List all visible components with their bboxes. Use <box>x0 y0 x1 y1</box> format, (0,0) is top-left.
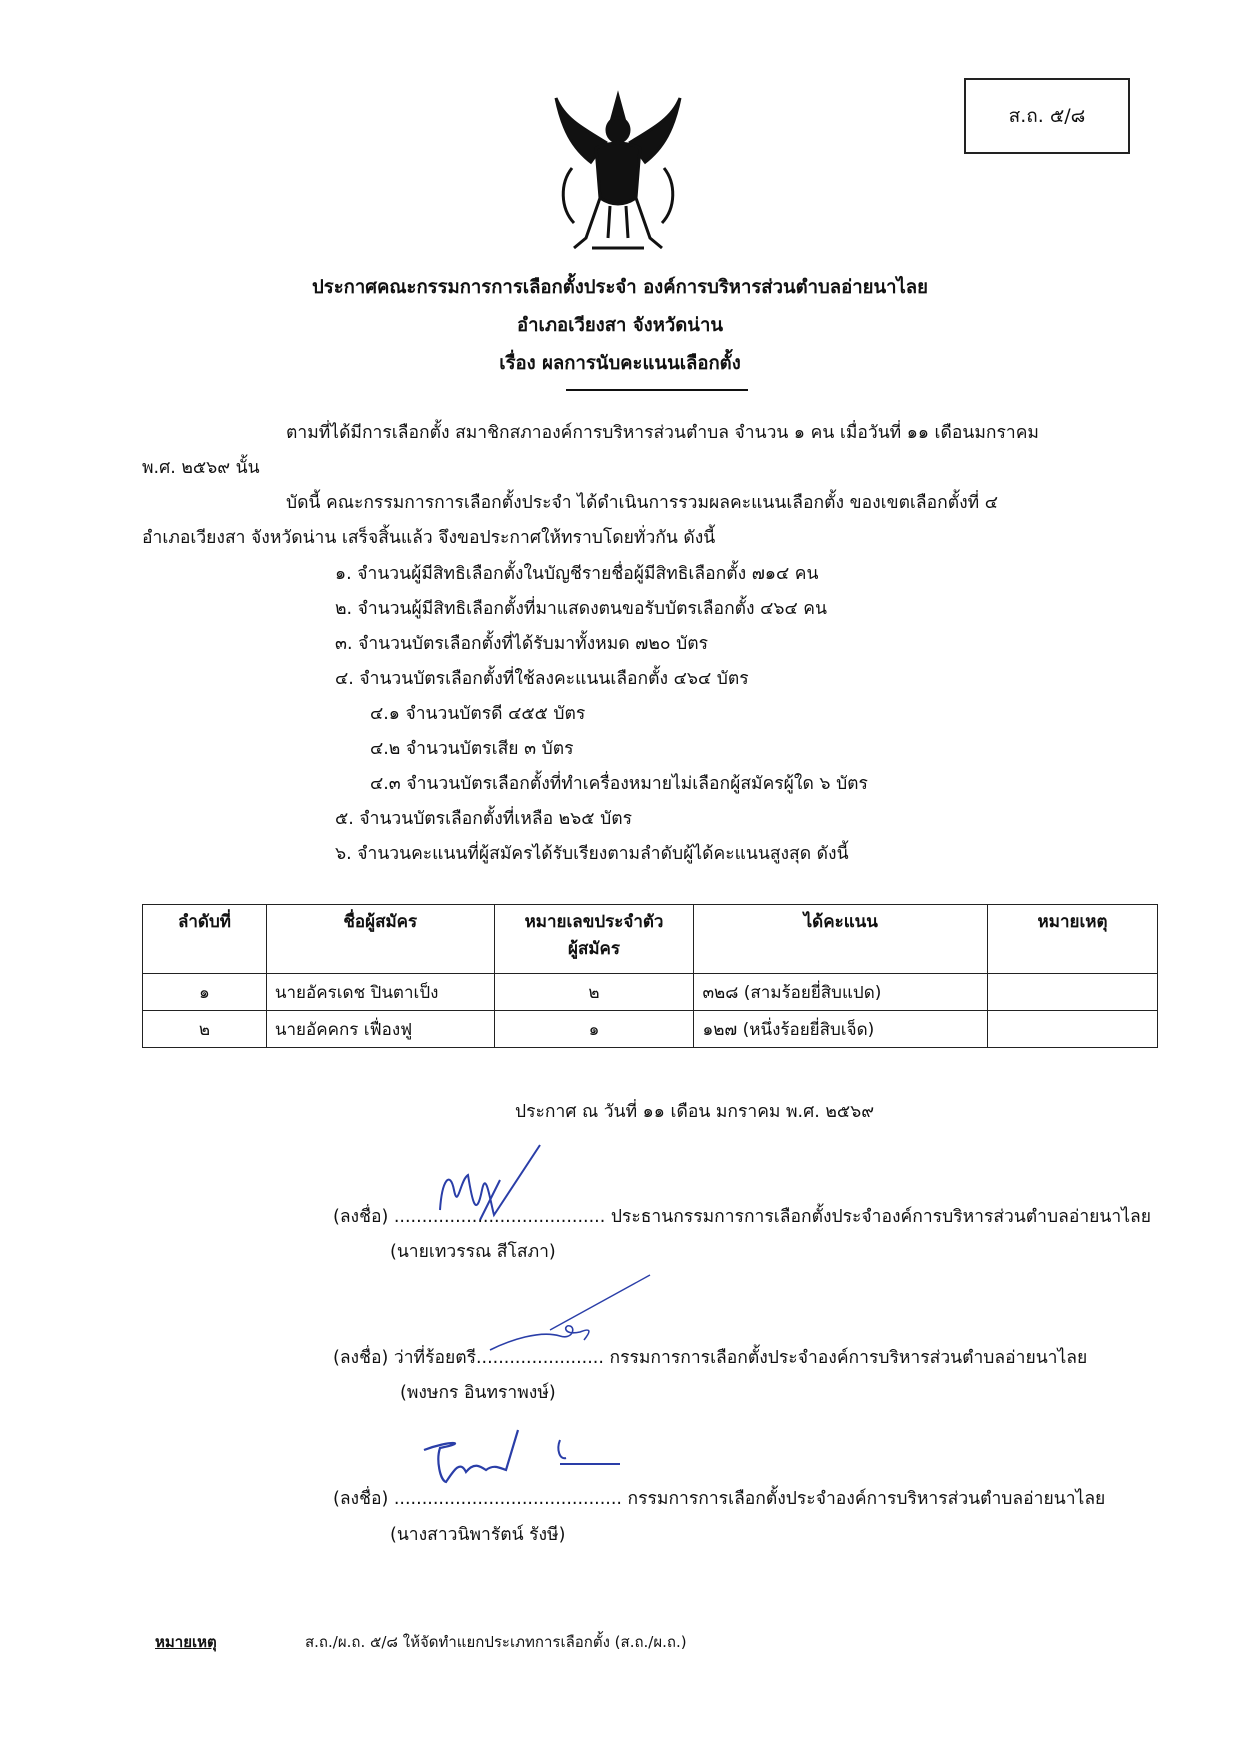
cell-number: ๑ <box>494 1011 694 1048</box>
paragraph-1b: พ.ศ. ๒๕๖๙ นั้น <box>142 458 260 478</box>
list-item: ๔.๓ จำนวนบัตรเลือกตั้งที่ทำเครื่องหมายไม่เลือกผู้สมัครผู้ใด ๖ บัตร <box>370 774 868 794</box>
table-header-row <box>143 905 1158 974</box>
signature-1-name: (นายเทวรรณ สีโสภา) <box>390 1242 556 1262</box>
form-code-box <box>964 78 1130 154</box>
cell-remarks <box>988 1011 1158 1048</box>
header-subject: เรื่อง ผลการนับคะแนนเลือกตั้ง <box>499 353 741 374</box>
list-item: ๕. จำนวนบัตรเลือกตั้งที่เหลือ ๒๖๕ บัตร <box>335 809 632 829</box>
list-item: ๒. จำนวนผู้มีสิทธิเลือกตั้งที่มาแสดงตนขอรับบัตรเลือกตั้ง ๔๖๔ คน <box>335 599 827 619</box>
cell-number: ๒ <box>494 974 694 1011</box>
list-item: ๖. จำนวนคะแนนที่ผู้สมัครได้รับเรียงตามลำดับผู้ได้คะแนนสูงสุด ดังนี้ <box>335 844 849 864</box>
col-candidate-number-line1: หมายเลขประจำตัว <box>524 912 664 932</box>
signature-2-line: (ลงชื่อ) ว่าที่ร้อยตรี....................... กรรมการการเลือกตั้งประจำองค์การบริหารส่วนตำบลอ่ายนาไลย <box>333 1348 1088 1368</box>
cell-order: ๑ <box>143 974 267 1011</box>
cell-remarks <box>988 974 1158 1011</box>
signature-2-name: (พงษกร อินทราพงษ์) <box>400 1383 556 1403</box>
signature-1-line: (ลงชื่อ) ...................................... ประธานกรรมการการเลือกตั้งประจำองค์การบริหารส่วนตำบลอ่ายนาไลย <box>333 1207 1151 1227</box>
col-candidate-number <box>494 905 694 974</box>
list-item: ๔.๒ จำนวนบัตรเสีย ๓ บัตร <box>370 739 574 759</box>
header-line-1: ประกาศคณะกรรมการการเลือกตั้งประจำ องค์การบริหารส่วนตำบลอ่ายนาไลย <box>312 277 928 298</box>
cell-name: นายอัคคกร เฟื่องฟู <box>266 1011 494 1048</box>
list-item: ๑. จำนวนผู้มีสิทธิเลือกตั้งในบัญชีรายชื่อผู้มีสิทธิเลือกตั้ง ๗๑๔ คน <box>335 564 819 584</box>
signature-3-line: (ลงชื่อ) ......................................... กรรมการการเลือกตั้งประจำองค์การบริหารส่วนตำบลอ่ายนาไลย <box>333 1489 1106 1509</box>
paragraph-2b: อำเภอเวียงสา จังหวัดน่าน เสร็จสิ้นแล้ว จึงขอประกาศให้ทราบโดยทั่วกัน ดังนี้ <box>142 528 716 548</box>
cell-votes: ๑๒๗ (หนึ่งร้อยยี่สิบเจ็ด) <box>694 1011 988 1048</box>
footer-note-label <box>155 1630 217 1654</box>
col-order: ลำดับที่ <box>143 905 267 974</box>
col-candidate-number-line2: ผู้สมัคร <box>568 939 621 959</box>
cell-votes: ๓๒๘ (สามร้อยยี่สิบแปด) <box>694 974 988 1011</box>
list-item: ๔. จำนวนบัตรเลือกตั้งที่ใช้ลงคะแนนเลือกตั้ง ๔๖๔ บัตร <box>335 669 749 689</box>
col-remarks: หมายเหตุ <box>988 905 1158 974</box>
paragraph-1a: ตามที่ได้มีการเลือกตั้ง สมาชิกสภาองค์การบริหารส่วนตำบล จำนวน ๑ คน เมื่อวันที่ ๑๑ เดือนมกราคม <box>286 423 1039 443</box>
signature-3-name: (นางสาวนิพารัตน์ รังษี) <box>390 1525 566 1545</box>
col-votes: ได้คะแนน <box>694 905 988 974</box>
divider <box>566 389 748 391</box>
cell-order: ๒ <box>143 1011 267 1048</box>
garuda-emblem <box>552 88 684 258</box>
table-row <box>143 1011 1158 1048</box>
header-line-2: อำเภอเวียงสา จังหวัดน่าน <box>517 315 723 336</box>
results-table <box>142 904 1158 1048</box>
footer-note-text: ส.ถ./ผ.ถ. ๕/๘ ให้จัดทำแยกประเภทการเลือกตั้ง (ส.ถ./ผ.ถ.) <box>305 1633 687 1651</box>
paragraph-2a: บัดนี้ คณะกรรมการการเลือกตั้งประจำ ได้ดำเนินการรวมผลคะแนนเลือกตั้ง ของเขตเลือกตั้งที่ ๔ <box>286 493 998 513</box>
list-item: ๔.๑ จำนวนบัตรดี ๔๕๕ บัตร <box>370 704 586 724</box>
footer-label: หมายเหตุ <box>155 1633 217 1651</box>
list-item: ๓. จำนวนบัตรเลือกตั้งที่ได้รับมาทั้งหมด ๗๒๐ บัตร <box>335 634 708 654</box>
announcement-date: ประกาศ ณ วันที่ ๑๑ เดือน มกราคม พ.ศ. ๒๕๖๙ <box>515 1102 875 1122</box>
cell-name: นายอัครเดช ปินตาเป็ง <box>266 974 494 1011</box>
col-candidate-name: ชื่อผู้สมัคร <box>266 905 494 974</box>
table-row <box>143 974 1158 1011</box>
form-code: ส.ถ. ๕/๘ <box>1008 105 1086 127</box>
